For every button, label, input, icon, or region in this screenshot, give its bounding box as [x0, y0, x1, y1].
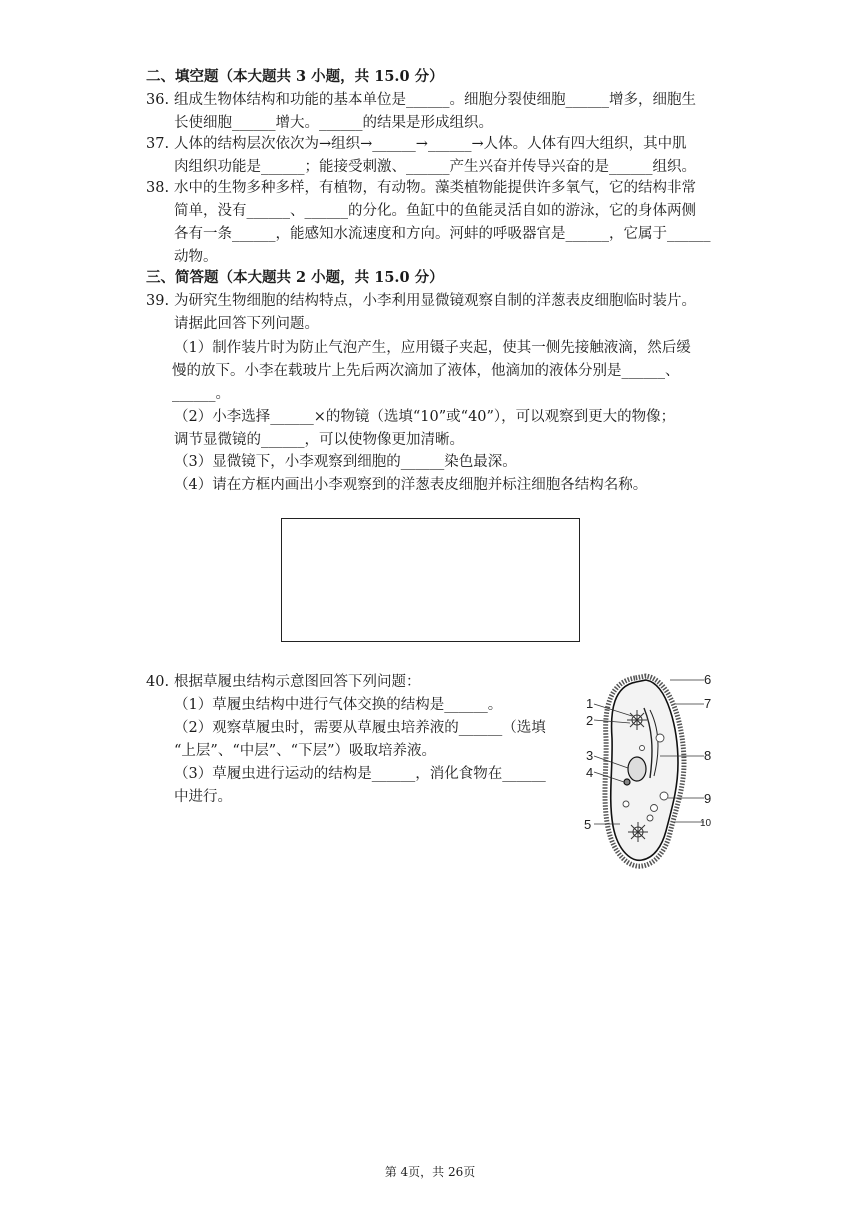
- question-37: [146, 133, 716, 179]
- question-line: 请据此回答下列问题。: [174, 316, 319, 332]
- figure-label: 4: [586, 765, 594, 780]
- question-line: （1）制作装片时为防止气泡产生，应用镊子夹起，使其一侧先接触液滴，然后缓: [174, 340, 691, 356]
- drawing-answer-box[interactable]: [281, 518, 580, 642]
- q39-part-2: [174, 406, 716, 452]
- question-number: 39.: [146, 293, 170, 309]
- paramecium-diagram: [580, 668, 720, 874]
- q40-part-3: [174, 763, 574, 809]
- question-line: 为研究生物细胞的结构特点，小李利用显微镜观察自制的洋葱表皮细胞临时装片。: [174, 293, 696, 309]
- q39-part-1: [174, 337, 716, 406]
- question-number: 37.: [146, 136, 170, 152]
- question-line: （2）小李选择______×的物镜（选填“10”或“40”），可以观察到更大的物像；: [174, 409, 676, 425]
- question-39: [146, 290, 716, 336]
- question-line: 慢的放下。小李在载玻片上先后两次滴加了液体，他滴加的液体分别是______、: [172, 363, 680, 379]
- question-line: 动物。: [174, 249, 218, 265]
- question-line: 根据草履虫结构示意图回答下列问题：: [174, 674, 421, 690]
- question-line: 长使细胞______增大。______的结果是形成组织。: [174, 115, 493, 131]
- section-heading-fill-blank: 二、填空题（本大题共 3 小题，共 15.0 分）: [146, 68, 444, 85]
- figure-label: 3: [586, 748, 594, 763]
- question-36: [146, 89, 716, 135]
- question-line: 组成生物体结构和功能的基本单位是______。细胞分裂使细胞______增多，细胞生: [174, 92, 696, 108]
- q39-part-4: （4）请在方框内画出小李观察到的洋葱表皮细胞并标注细胞各结构名称。: [174, 477, 648, 493]
- section-heading-short-answer: 三、简答题（本大题共 2 小题，共 15.0 分）: [146, 269, 444, 286]
- q40-part-1: （1）草履虫结构中进行气体交换的结构是______。: [174, 697, 503, 713]
- q39-part-3: （3）显微镜下，小李观察到细胞的______染色最深。: [174, 454, 517, 470]
- figure-label: 6: [704, 672, 712, 687]
- question-line: （3）草履虫进行运动的结构是______，消化食物在______: [174, 766, 546, 782]
- page-footer: 第 4页，共 26页: [384, 1165, 476, 1179]
- figure-label: 5: [584, 817, 592, 832]
- figure-label: 2: [586, 713, 594, 728]
- figure-label: 8: [704, 748, 712, 763]
- question-line: ______。: [172, 386, 230, 402]
- question-number: 38.: [146, 180, 170, 196]
- question-number: 36.: [146, 92, 170, 108]
- figure-label: 7: [704, 696, 712, 711]
- question-38: [146, 177, 716, 269]
- question-line: 调节显微镜的______，可以使物像更加清晰。: [174, 432, 464, 448]
- question-line: “上层”、“中层”、“下层”）吸取培养液。: [174, 743, 436, 759]
- question-line: 各有一条______，能感知水流速度和方向。河蚌的呼吸器官是______，它属于______: [174, 226, 711, 242]
- question-line: 水中的生物多种多样，有植物，有动物。藻类植物能提供许多氧气，它的结构非常: [174, 180, 696, 196]
- question-line: 简单，没有______、______的分化。鱼缸中的鱼能灵活自如的游泳，它的身体两侧: [174, 203, 696, 219]
- question-number: 40.: [146, 674, 170, 690]
- question-line: 中进行。: [174, 789, 232, 805]
- question-line: 人体的结构层次依次为→组织→______→______→人体。人体有四大组织，其中肌: [174, 136, 687, 152]
- figure-label: 10: [700, 818, 712, 829]
- figure-label: 1: [586, 696, 594, 711]
- question-line: （2）观察草履虫时，需要从草履虫培养液的______（选填: [174, 720, 546, 736]
- question-line: 肉组织功能是______；能接受刺激、______产生兴奋并传导兴奋的是______组织。: [174, 159, 696, 175]
- figure-label: 9: [704, 791, 712, 806]
- q40-part-2: [174, 717, 574, 763]
